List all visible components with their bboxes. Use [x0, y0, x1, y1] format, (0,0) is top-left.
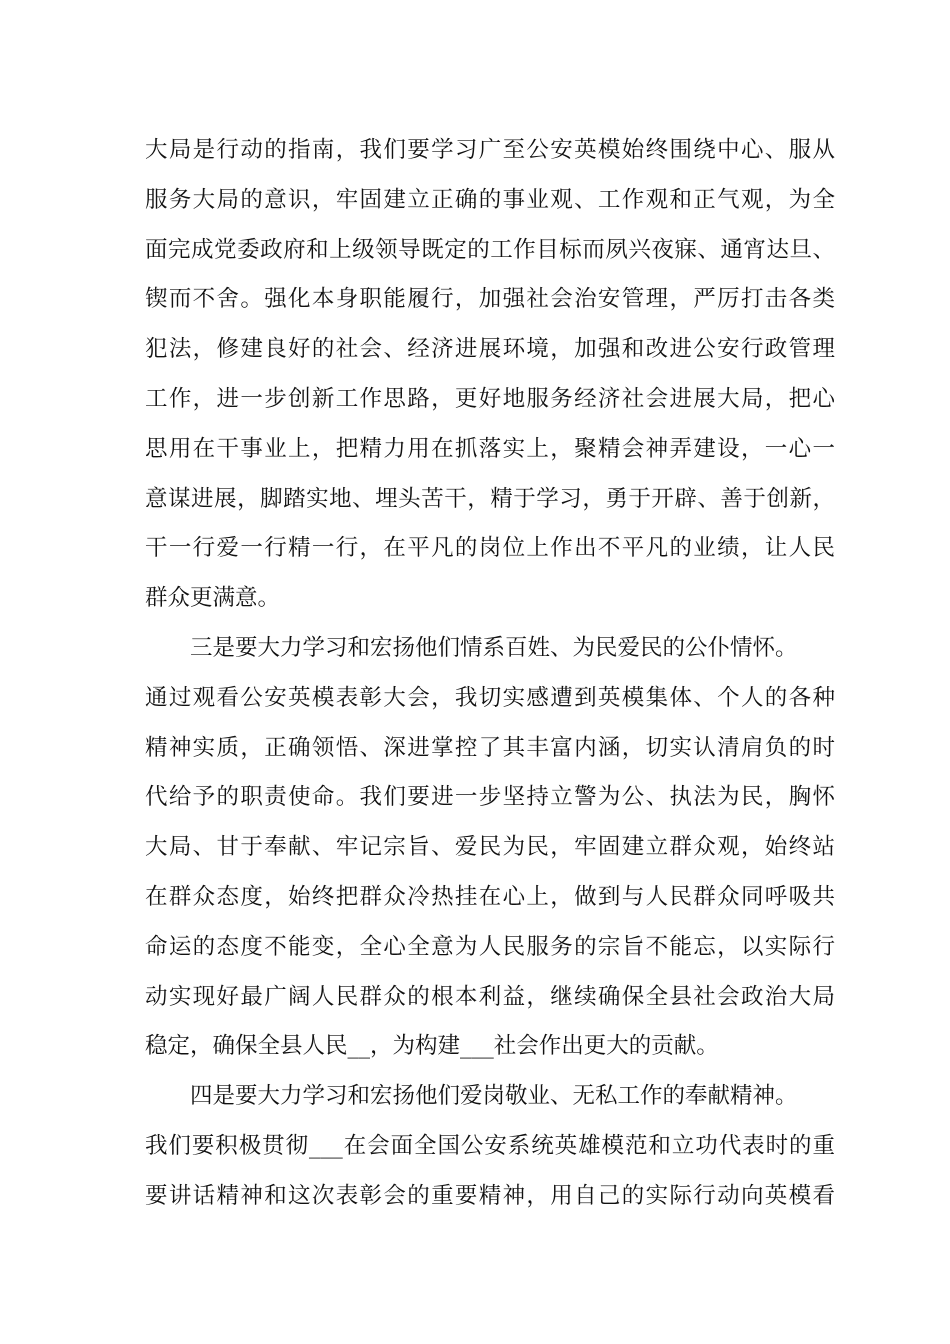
text-line: 命运的态度不能变，全心全意为人民服务的宗旨不能忘，以实际行 — [145, 933, 835, 960]
paragraph-first-line: 四是要大力学习和宏扬他们爱岗敬业、无私工作的奉献精神。 — [190, 1083, 798, 1110]
text-line: 大局、甘于奉献、牢记宗旨、爱民为民，牢固建立群众观，始终站 — [145, 834, 835, 861]
text-line: 通过观看公安英模表彰大会，我切实感遭到英模集体、个人的各种 — [145, 684, 835, 711]
text-line: 稳定，确保全县人民__，为构建___社会作出更大的贡献。 — [145, 1033, 719, 1060]
text-line: 锲而不舍。强化本身职能履行，加强社会治安管理，严厉打击各类 — [145, 286, 835, 313]
paragraph-first-line: 三是要大力学习和宏扬他们情系百姓、为民爱民的公仆情怀。 — [190, 634, 798, 661]
text-line: 在群众态度，始终把群众冷热挂在心上，做到与人民群众同呼吸共 — [145, 883, 835, 910]
text-line: 意谋进展，脚踏实地、埋头苦干，精于学习，勇于开辟、善于创新， — [145, 485, 835, 512]
text-line: 要讲话精神和这次表彰会的重要精神，用自己的实际行动向英模看 — [145, 1182, 835, 1209]
text-line: 服务大局的意识，牢固建立正确的事业观、工作观和正气观，为全 — [145, 186, 835, 213]
text-line: 面完成党委政府和上级领导既定的工作目标而夙兴夜寐、通宵达旦、 — [145, 236, 835, 263]
text-line: 我们要积极贯彻___在会面全国公安系统英雄模范和立功代表时的重 — [145, 1132, 835, 1159]
text-line: 精神实质，正确领悟、深进掌控了其丰富内涵，切实认清肩负的时 — [145, 734, 835, 761]
text-line: 思用在干事业上，把精力用在抓落实上，聚精会神弄建设，一心一 — [145, 435, 835, 462]
document-body — [145, 126, 835, 1222]
text-line: 大局是行动的指南，我们要学习广至公安英模始终围绕中心、服从 — [145, 137, 835, 163]
text-line: 动实现好最广阔人民群众的根本利益，继续确保全县社会政治大局 — [145, 983, 835, 1010]
text-line: 犯法，修建良好的社会、经济进展环境，加强和改进公安行政管理 — [145, 336, 835, 363]
text-line: 群众更满意。 — [145, 585, 281, 612]
text-line: 代给予的职责使命。我们要进一步坚持立警为公、执法为民，胸怀 — [145, 784, 835, 811]
text-line: 干一行爱一行精一行，在平凡的岗位上作出不平凡的业绩，让人民 — [145, 535, 835, 562]
text-line: 工作，进一步创新工作思路，更好地服务经济社会进展大局，把心 — [145, 385, 835, 412]
